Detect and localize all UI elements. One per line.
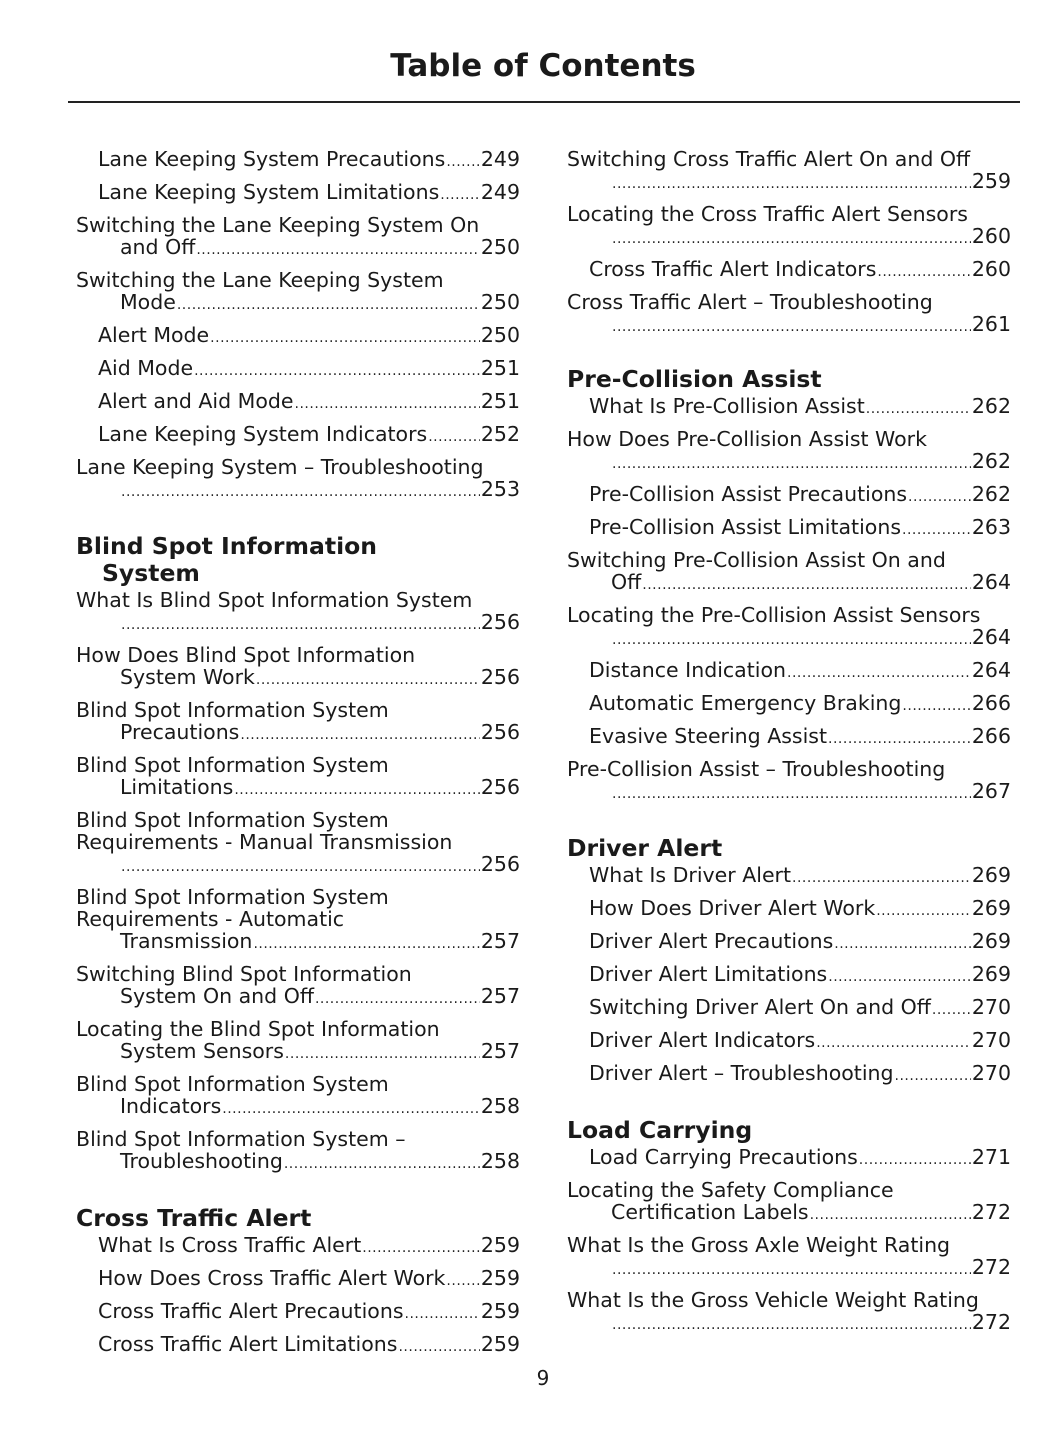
- toc-entry-page-number: 251: [480, 356, 520, 380]
- toc-entry[interactable]: [567, 1234, 1011, 1281]
- toc-entry-page-number: 272: [971, 1255, 1011, 1279]
- toc-entry-leader-row: [589, 930, 1011, 955]
- toc-entry-leader-row: [98, 1267, 520, 1292]
- toc-entry-leader-row: [98, 666, 520, 691]
- toc-entry-page-number: 251: [480, 389, 520, 413]
- toc-entry-page-number: 257: [480, 1039, 520, 1063]
- toc-entry[interactable]: [567, 659, 1011, 684]
- toc-entry[interactable]: [567, 1179, 1011, 1226]
- toc-entry-title: System On and Off: [120, 984, 314, 1008]
- toc-entry-leader-row: [98, 1300, 520, 1325]
- toc-entry-leader-row: [589, 692, 1011, 717]
- toc-entry-title: Driver Alert Limitations: [589, 962, 828, 986]
- toc-entry-leader-row: [589, 659, 1011, 684]
- toc-entry-leader-row: [98, 1234, 520, 1259]
- toc-section-driver-alert: [567, 835, 1011, 1087]
- toc-entry-leader-row: [98, 148, 520, 173]
- toc-entry-page-number: 262: [971, 449, 1011, 473]
- toc-entry-leader-row: [589, 725, 1011, 750]
- toc-entry-page-number: 258: [480, 1149, 520, 1173]
- toc-entry-title: What Is Driver Alert: [589, 863, 792, 887]
- toc-entry-title: Aid Mode: [98, 356, 194, 380]
- dot-leader: [121, 481, 480, 503]
- section-heading-load-carrying: Load Carrying: [567, 1116, 753, 1144]
- dot-leader: [859, 1149, 971, 1171]
- toc-entry-title-line: Switching Cross Traffic Alert On and Off: [567, 147, 971, 171]
- toc-entry-title-line: Blind Spot Information System: [76, 808, 389, 832]
- toc-entry-leader-row: [589, 780, 1011, 805]
- toc-entry-title: What Is Cross Traffic Alert: [98, 1233, 362, 1257]
- toc-entry-page-number: 256: [480, 610, 520, 634]
- toc-entry-leader-row: [589, 1029, 1011, 1054]
- dot-leader: [642, 574, 971, 596]
- toc-entry[interactable]: [76, 148, 520, 173]
- title-divider: [68, 101, 1020, 103]
- toc-entry-leader-row: [98, 985, 520, 1010]
- toc-entry[interactable]: [76, 456, 520, 503]
- toc-entry[interactable]: [76, 324, 520, 349]
- toc-entry-title-line: Cross Traffic Alert – Troubleshooting: [567, 290, 933, 314]
- toc-entry-title: How Does Cross Traffic Alert Work: [98, 1266, 446, 1290]
- dot-leader: [398, 1336, 479, 1358]
- dot-leader: [315, 988, 480, 1010]
- toc-entry-title: and Off: [120, 235, 196, 259]
- toc-entry[interactable]: [567, 428, 1011, 475]
- toc-entry-title: Evasive Steering Assist: [589, 724, 828, 748]
- toc-entry-page-number: 250: [480, 290, 520, 314]
- toc-entry-title-line: Locating the Pre-Collision Assist Sensors: [567, 603, 981, 627]
- toc-entry-title: What Is Pre-Collision Assist: [589, 394, 865, 418]
- toc-entry[interactable]: [76, 1018, 520, 1065]
- dot-leader: [816, 1032, 971, 1054]
- toc-entry[interactable]: [567, 148, 1011, 195]
- toc-entry-leader-row: [98, 390, 520, 415]
- dot-leader: [121, 614, 480, 636]
- toc-entry-title: Precautions: [120, 720, 240, 744]
- toc-entry-title-line: Switching the Lane Keeping System: [76, 268, 444, 292]
- toc-entry-leader-row: [589, 516, 1011, 541]
- dot-leader: [792, 867, 971, 889]
- dot-leader: [876, 900, 971, 922]
- toc-entry-leader-row: [589, 864, 1011, 889]
- toc-entry-page-number: 256: [480, 852, 520, 876]
- toc-entry[interactable]: [567, 930, 1011, 955]
- section-heading-cross-traffic: Cross Traffic Alert: [76, 1204, 312, 1232]
- toc-entry-page-number: 266: [971, 691, 1011, 715]
- toc-entry-title-line: Blind Spot Information System: [76, 698, 389, 722]
- toc-entry[interactable]: [567, 483, 1011, 508]
- toc-entry-page-number: 270: [971, 1061, 1011, 1085]
- toc-entry-title-line: How Does Blind Spot Information: [76, 643, 416, 667]
- toc-entry-title-line: Blind Spot Information System: [76, 885, 389, 909]
- toc-entry-page-number: 259: [971, 169, 1011, 193]
- toc-entry-leader-row: [589, 1062, 1011, 1087]
- toc-entry-title: Driver Alert – Troubleshooting: [589, 1061, 894, 1085]
- toc-entry-title-line: Locating the Cross Traffic Alert Sensors: [567, 202, 968, 226]
- toc-entry[interactable]: [76, 390, 520, 415]
- toc-entry-title-line: Blind Spot Information System: [76, 1072, 389, 1096]
- dot-leader: [440, 184, 480, 206]
- toc-entry-leader-row: [98, 291, 520, 316]
- toc-entry[interactable]: [76, 589, 520, 636]
- toc-entry-leader-row: [98, 1150, 520, 1175]
- toc-entry-leader-row: [98, 721, 520, 746]
- toc-entry-page-number: 269: [971, 896, 1011, 920]
- toc-entry-title-line: Locating the Safety Compliance: [567, 1178, 894, 1202]
- toc-entry-title-line: How Does Pre-Collision Assist Work: [567, 427, 927, 451]
- toc-entry-title-line: Blind Spot Information System –: [76, 1127, 406, 1151]
- dot-leader: [121, 856, 480, 878]
- toc-entry[interactable]: [567, 258, 1011, 283]
- toc-entry-title: Switching Driver Alert On and Off: [589, 995, 931, 1019]
- dot-leader: [285, 1043, 480, 1065]
- dot-leader: [446, 151, 480, 173]
- toc-entry-page-number: 272: [971, 1310, 1011, 1334]
- toc-entry-page-number: 256: [480, 665, 520, 689]
- dot-leader: [810, 1204, 971, 1226]
- toc-entry-page-number: 262: [971, 482, 1011, 506]
- dot-leader: [256, 669, 480, 691]
- toc-entry[interactable]: [567, 758, 1011, 805]
- toc-entry-leader-row: [98, 1040, 520, 1065]
- toc-entry[interactable]: [567, 897, 1011, 922]
- toc-entry-page-number: 269: [971, 962, 1011, 986]
- dot-leader: [177, 294, 480, 316]
- toc-entries-driver-alert: [567, 864, 1011, 1087]
- toc-entries-blind-spot: [76, 589, 520, 1175]
- dot-leader: [895, 1065, 971, 1087]
- toc-entry[interactable]: [76, 1300, 520, 1325]
- section-heading-driver-alert: Driver Alert: [567, 834, 723, 862]
- dot-leader: [787, 662, 971, 684]
- toc-entry[interactable]: [567, 996, 1011, 1021]
- toc-entry-leader-row: [98, 357, 520, 382]
- section-heading-pre-collision: Pre-Collision Assist: [567, 365, 822, 393]
- dot-leader: [612, 453, 971, 475]
- toc-entry-leader-row: [98, 478, 520, 503]
- toc-entry-leader-row: [589, 1256, 1011, 1281]
- dot-leader: [834, 933, 971, 955]
- toc-entry-leader-row: [589, 571, 1011, 596]
- toc-entry-leader-row: [589, 897, 1011, 922]
- toc-entry-title: Driver Alert Precautions: [589, 929, 834, 953]
- dot-leader: [428, 426, 480, 448]
- dot-leader: [877, 261, 970, 283]
- toc-entry-page-number: 250: [480, 235, 520, 259]
- toc-entry[interactable]: [76, 181, 520, 206]
- toc-entry-page-number: 259: [480, 1332, 520, 1356]
- dot-leader: [405, 1303, 480, 1325]
- toc-entry[interactable]: [76, 644, 520, 691]
- toc-entry-leader-row: [98, 930, 520, 955]
- toc-entry[interactable]: [567, 203, 1011, 250]
- dot-leader: [612, 1259, 971, 1281]
- toc-entry-page-number: 256: [480, 775, 520, 799]
- toc-entry-page-number: 260: [971, 257, 1011, 281]
- toc-section-lane-keeping: [76, 148, 520, 503]
- dot-leader: [612, 783, 971, 805]
- toc-section-cross-traffic-cont: [567, 148, 1011, 338]
- toc-entry-title-line: Pre-Collision Assist – Troubleshooting: [567, 757, 946, 781]
- toc-entry[interactable]: [567, 549, 1011, 596]
- toc-entry-title-line: Blind Spot Information System: [76, 753, 389, 777]
- toc-entry-leader-row: [589, 1311, 1011, 1336]
- toc-entry-title-line: Requirements - Manual Transmission: [76, 830, 453, 854]
- toc-entry-title: Off: [611, 570, 642, 594]
- toc-entry-page-number: 263: [971, 515, 1011, 539]
- toc-entry-title: Transmission: [120, 929, 253, 953]
- dot-leader: [828, 966, 971, 988]
- toc-entry-leader-row: [98, 853, 520, 878]
- toc-entry-title: Automatic Emergency Braking: [589, 691, 902, 715]
- toc-entry-page-number: 266: [971, 724, 1011, 748]
- page-number: 9: [536, 1366, 550, 1390]
- toc-entry-page-number: 252: [480, 422, 520, 446]
- toc-entry-page-number: 264: [971, 658, 1011, 682]
- toc-entry-title: Indicators: [120, 1094, 222, 1118]
- dot-leader: [196, 239, 480, 261]
- toc-entry-page-number: 258: [480, 1094, 520, 1118]
- toc-entry-title: Cross Traffic Alert Limitations: [98, 1332, 398, 1356]
- toc-entry[interactable]: [567, 1289, 1011, 1336]
- toc-entry-page-number: 264: [971, 570, 1011, 594]
- toc-entry[interactable]: [76, 809, 520, 878]
- section-heading-blind-spot: Blind Spot Information System: [76, 532, 378, 587]
- toc-entry[interactable]: [76, 214, 520, 261]
- toc-entry-title: Cross Traffic Alert Precautions: [98, 1299, 404, 1323]
- page-title: Table of Contents: [390, 48, 696, 84]
- dot-leader: [222, 1098, 480, 1120]
- toc-entry[interactable]: [76, 699, 520, 746]
- toc-entry-leader-row: [98, 1095, 520, 1120]
- toc-entry[interactable]: [567, 604, 1011, 651]
- toc-entry-page-number: 249: [480, 180, 520, 204]
- toc-entry-page-number: 269: [971, 929, 1011, 953]
- toc-entry-title: Pre-Collision Assist Limitations: [589, 515, 902, 539]
- toc-entry-title: Troubleshooting: [120, 1149, 283, 1173]
- toc-entry-title-line: Locating the Blind Spot Information: [76, 1017, 440, 1041]
- toc-entry-title: System Sensors: [120, 1039, 284, 1063]
- toc-entry-page-number: 271: [971, 1145, 1011, 1169]
- toc-entries-cross-traffic: [76, 1234, 520, 1358]
- toc-entry-title-line: What Is the Gross Axle Weight Rating: [567, 1233, 951, 1257]
- toc-entry[interactable]: [567, 1146, 1011, 1171]
- toc-entry-page-number: 259: [480, 1233, 520, 1257]
- toc-entry-title: Lane Keeping System Precautions: [98, 147, 446, 171]
- toc-entry-title: Driver Alert Indicators: [589, 1028, 816, 1052]
- toc-section-blind-spot: [76, 533, 520, 1175]
- dot-leader: [932, 999, 971, 1021]
- toc-entry-page-number: 257: [480, 984, 520, 1008]
- toc-entry-title: Alert Mode: [98, 323, 210, 347]
- toc-entries-pre-collision: [567, 395, 1011, 805]
- toc-entry-page-number: 260: [971, 224, 1011, 248]
- toc-entry-page-number: 267: [971, 779, 1011, 803]
- toc-entry-title-line: Lane Keeping System – Troubleshooting: [76, 455, 484, 479]
- dot-leader: [902, 519, 971, 541]
- dot-leader: [210, 327, 480, 349]
- toc-entry-title-line: Switching Pre-Collision Assist On and: [567, 548, 946, 572]
- toc-entry-title-line: What Is the Gross Vehicle Weight Rating: [567, 1288, 979, 1312]
- toc-entry[interactable]: [76, 423, 520, 448]
- toc-entry[interactable]: [567, 395, 1011, 420]
- toc-entry[interactable]: [76, 963, 520, 1010]
- toc-entry[interactable]: [76, 754, 520, 801]
- toc-entry-page-number: 270: [971, 995, 1011, 1019]
- toc-entry-leader-row: [98, 423, 520, 448]
- toc-section-cross-traffic: [76, 1205, 520, 1358]
- dot-leader: [284, 1153, 480, 1175]
- toc-entry-title: Lane Keeping System Indicators: [98, 422, 428, 446]
- toc-left-column: [76, 148, 520, 1366]
- toc-entry-leader-row: [98, 236, 520, 261]
- toc-entry-title-line: Requirements - Automatic: [76, 907, 345, 931]
- toc-entry-title: Certification Labels: [611, 1200, 809, 1224]
- toc-entry-title: Alert and Aid Mode: [98, 389, 294, 413]
- toc-entry-title: Limitations: [120, 775, 234, 799]
- toc-entry[interactable]: [567, 1062, 1011, 1087]
- toc-entry[interactable]: [76, 1234, 520, 1259]
- toc-entry-page-number: 264: [971, 625, 1011, 649]
- toc-entry-page-number: 253: [480, 477, 520, 501]
- toc-entry-title: How Does Driver Alert Work: [589, 896, 876, 920]
- toc-entry-title-line: Switching the Lane Keeping System On: [76, 213, 480, 237]
- toc-entry-page-number: 259: [480, 1266, 520, 1290]
- dot-leader: [902, 695, 970, 717]
- toc-entry-leader-row: [589, 626, 1011, 651]
- dot-leader: [194, 360, 480, 382]
- toc-entry[interactable]: [76, 886, 520, 955]
- toc-entry-title: Pre-Collision Assist Precautions: [589, 482, 908, 506]
- toc-entry-leader-row: [589, 225, 1011, 250]
- toc-entry-leader-row: [589, 395, 1011, 420]
- toc-entry[interactable]: [567, 692, 1011, 717]
- toc-entry[interactable]: [76, 1128, 520, 1175]
- toc-entry[interactable]: [76, 269, 520, 316]
- dot-leader: [828, 728, 971, 750]
- toc-entry[interactable]: [76, 357, 520, 382]
- dot-leader: [240, 724, 479, 746]
- dot-leader: [253, 933, 479, 955]
- toc-entry[interactable]: [567, 725, 1011, 750]
- toc-entry-title: Mode: [120, 290, 176, 314]
- toc-right-column: [567, 148, 1011, 1344]
- dot-leader: [612, 316, 971, 338]
- toc-entry-page-number: 272: [971, 1200, 1011, 1224]
- toc-entry-leader-row: [589, 258, 1011, 283]
- dot-leader: [295, 393, 480, 415]
- toc-entry-page-number: 249: [480, 147, 520, 171]
- toc-entry-leader-row: [589, 450, 1011, 475]
- toc-entry-leader-row: [98, 181, 520, 206]
- toc-entry-page-number: 270: [971, 1028, 1011, 1052]
- toc-entry-page-number: 262: [971, 394, 1011, 418]
- dot-leader: [612, 1314, 971, 1336]
- toc-entry-leader-row: [589, 1201, 1011, 1226]
- toc-entry-leader-row: [589, 170, 1011, 195]
- dot-leader: [908, 486, 971, 508]
- dot-leader: [362, 1237, 480, 1259]
- toc-entry[interactable]: [567, 291, 1011, 338]
- toc-entry-page-number: 261: [971, 312, 1011, 336]
- dot-leader: [612, 629, 971, 651]
- toc-entry-title: System Work: [120, 665, 255, 689]
- toc-entry-title: Distance Indication: [589, 658, 787, 682]
- toc-section-pre-collision: [567, 366, 1011, 805]
- toc-section-load-carrying: [567, 1117, 1011, 1336]
- toc-entry-page-number: 259: [480, 1299, 520, 1323]
- toc-entry-leader-row: [98, 611, 520, 636]
- toc-entry-leader-row: [98, 776, 520, 801]
- toc-entry-title: Load Carrying Precautions: [589, 1145, 858, 1169]
- toc-entry-page-number: 269: [971, 863, 1011, 887]
- toc-entry-page-number: 257: [480, 929, 520, 953]
- dot-leader: [612, 173, 971, 195]
- toc-entry[interactable]: [567, 864, 1011, 889]
- dot-leader: [234, 779, 480, 801]
- toc-entry-leader-row: [98, 1333, 520, 1358]
- toc-entry[interactable]: [567, 1029, 1011, 1054]
- toc-entry-leader-row: [589, 963, 1011, 988]
- toc-entry-leader-row: [98, 324, 520, 349]
- toc-entry-title: Lane Keeping System Limitations: [98, 180, 440, 204]
- toc-entries-load-carrying: [567, 1146, 1011, 1336]
- toc-entry-leader-row: [589, 313, 1011, 338]
- toc-entry-page-number: 256: [480, 720, 520, 744]
- toc-entry-title-line: What Is Blind Spot Information System: [76, 588, 473, 612]
- toc-entry[interactable]: [76, 1073, 520, 1120]
- toc-entry[interactable]: [567, 516, 1011, 541]
- dot-leader: [866, 398, 971, 420]
- toc-entry[interactable]: [567, 963, 1011, 988]
- toc-entry[interactable]: [76, 1333, 520, 1358]
- toc-entry-leader-row: [589, 483, 1011, 508]
- toc-entry-title-line: Switching Blind Spot Information: [76, 962, 412, 986]
- toc-entry[interactable]: [76, 1267, 520, 1292]
- toc-entry-page-number: 250: [480, 323, 520, 347]
- toc-entry-leader-row: [589, 1146, 1011, 1171]
- dot-leader: [612, 228, 971, 250]
- toc-entry-leader-row: [589, 996, 1011, 1021]
- toc-entry-title: Cross Traffic Alert Indicators: [589, 257, 877, 281]
- dot-leader: [446, 1270, 479, 1292]
